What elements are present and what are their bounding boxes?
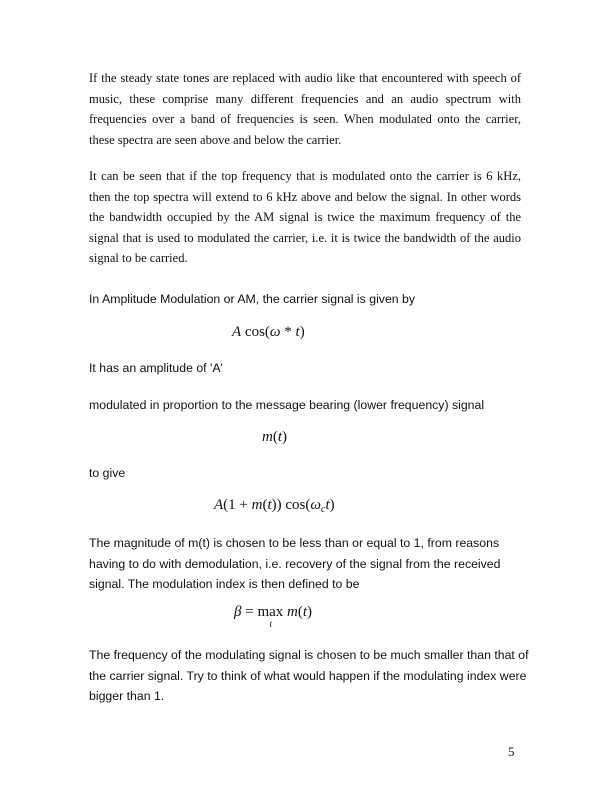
paragraph-bandwidth: It can be seen that if the top frequency that is modulated onto the carrier is 6 kHz, then the top spectra will extend to 6 kHz above and below the signal. In other words the bandwidth occupied by the AM signal is twice the maximum frequency of the signal that is used to modulated the carrier, i.e. it is twice the bandwidth of the audio signal to be carried.	[89, 169, 521, 265]
equation-carrier: A cos(ω * t)	[232, 324, 305, 340]
paragraph-to-give: to give	[89, 466, 126, 480]
paragraph-amplitude: It has an amplitude of 'A'	[89, 361, 223, 375]
paragraph-modulating-frequency: The frequency of the modulating signal is chosen to be much smaller than that of the carrier signal. Try to think of what would happen if the modulating index were bigger than 1.	[89, 648, 529, 703]
equation-message-signal: m(t)	[262, 429, 288, 445]
paragraph-am-intro: In Amplitude Modulation or AM, the carrier signal is given by	[89, 292, 416, 306]
paragraph-magnitude: The magnitude of m(t) is chosen to be less than or equal to 1, from reasons having to do with demodulation, i.e. recovery of the signal from the received signal. The modulation index is then defined to be	[89, 536, 501, 591]
equation-am-signal: A(1 + m(t)) $\cos(\omega_ct)$	[214, 497, 335, 515]
paragraph-modulated: modulated in proportion to the message bearing (lower frequency) signal	[89, 398, 485, 412]
page-number: 5	[508, 744, 515, 759]
equation-modulation-index: β = max t m(t)	[234, 604, 313, 629]
paragraph-audio-spectrum: If the steady state tones are replaced with audio like that encountered with speech of music, these comprise many different frequencies and an audio spectrum with frequencies over a band of frequencies is seen. When modulated onto the carrier, these spectra are seen above and below the carrier.	[89, 71, 521, 147]
